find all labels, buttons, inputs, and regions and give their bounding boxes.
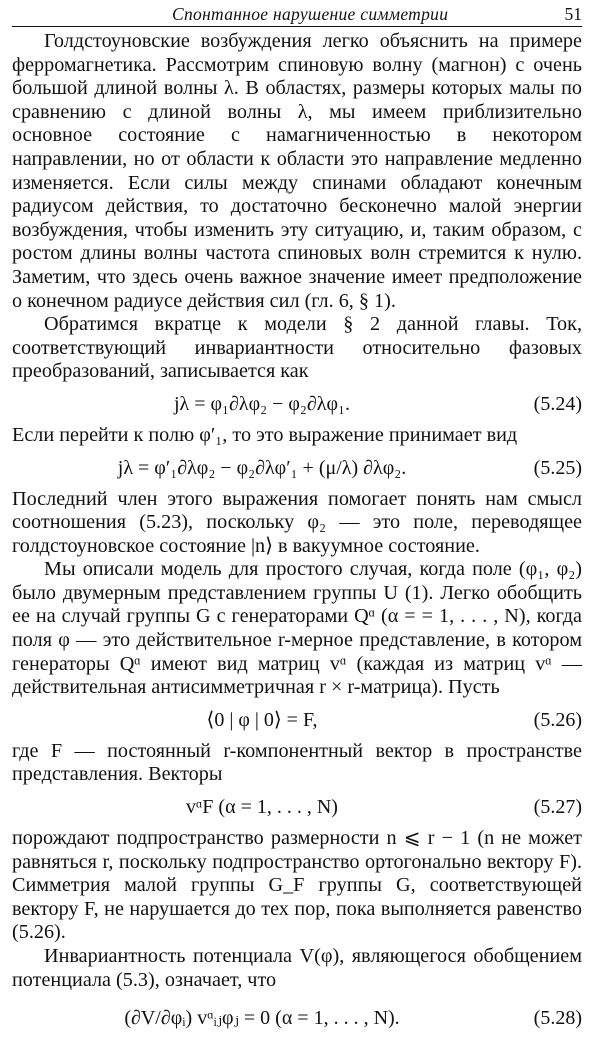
equation-5-26 xyxy=(12,704,582,736)
page-number: 51 xyxy=(564,4,582,24)
paragraph-constant-vector: где F — постоянный r-компонентный вектор в пространстве представления. Векторы xyxy=(12,739,582,786)
paragraph-subspace: порождают подпространство размерности n ⩽ r − 1 (n не может равняться r, поскольку подпространство ортогонально вектору F). Симметрия малой группы G_F группы G, соответствующей вектору F, не нарушается до тех пор, пока выполняется равенство (5.26). xyxy=(12,827,582,944)
page-body xyxy=(12,30,582,1044)
equation-5-27 xyxy=(12,791,582,823)
equation-5-24 xyxy=(12,388,582,420)
equation-number: (5.28) xyxy=(533,1007,582,1030)
equation-formula: (∂V/∂φᵢ) vᵅᵢⱼφⱼ = 0 (α = 1, . . . , N). xyxy=(124,1007,400,1030)
paragraph-model-current: Обратимся вкратце к модели § 2 данной главы. Ток, соответствующий инвариантности относительно фазовых преобразований, записывается как xyxy=(12,313,582,383)
equation-number: (5.24) xyxy=(533,392,582,415)
paragraph-goldstone-ferromagnet: Голдстоуновские возбуждения легко объяснить на примере ферромагнетика. Рассмотрим спиновую волну (магнон) с очень большой длиной волны λ. В областях, размеры которых малы по сравнению с длиной волны λ, мы имеем приблизительно основное состояние с намагниченностью в некотором направлении, но от области к области это направление медленно изменяется. Если силы между спинами обладают конечным радиусом действия, то достаточно бесконечно малой энергии возбуждения, чтобы изменить эту ситуацию, и, таким образом, с ростом длины волны частота спиновых волн стремится к нулю. Заметим, что здесь очень важное значение имеет предположение о конечном радиусе действия сил (гл. 6, § 1). xyxy=(12,30,582,312)
page-header xyxy=(12,4,582,27)
equation-number: (5.25) xyxy=(533,456,582,479)
running-title: Спонтанное нарушение симметрии xyxy=(172,4,449,24)
equation-formula: jλ = φ′₁∂λφ₂ − φ₂∂λφ′₁ + (μ/λ) ∂λφ₂. xyxy=(117,456,407,479)
equation-5-25 xyxy=(12,452,582,484)
paragraph-last-term: Последний член этого выражения помогает понять нам смысл соотношения (5.23), поскольку φ₂ — это поле, переводящее голдстоуновское состояние |n⟩ в вакуумное состояние. xyxy=(12,487,582,557)
equation-formula: jλ = φ₁∂λφ₂ − φ₂∂λφ₁. xyxy=(173,392,351,415)
paragraph-field-transform: Если перейти к полю φ′₁, то это выражение принимает вид xyxy=(12,423,518,446)
equation-number: (5.26) xyxy=(533,708,582,731)
equation-5-28 xyxy=(12,996,582,1040)
equation-formula: vᵅF (α = 1, . . . , N) xyxy=(186,796,338,819)
equation-number: (5.27) xyxy=(533,796,582,819)
equation-formula: ⟨0 | φ | 0⟩ = F, xyxy=(206,708,318,731)
paragraph-group-generalization: Мы описали модель для простого случая, когда поле (φ₁, φ₂) было двумерным представлением группы U (1). Легко обобщить ее на случай группы G с генераторами Qᵅ (α = = 1, . . . , N), когда поля φ — это действительное r-мерное представление, в котором генераторы Qᵅ имеют вид матриц vᵅ (каждая из матриц vᵅ — действительная антисимметричная r × r-матрица). Пусть xyxy=(12,558,582,699)
paragraph-potential-invariance: Инвариантность потенциала V(φ), являющегося обобщением потенциала (5.3), означает, что xyxy=(12,945,582,991)
